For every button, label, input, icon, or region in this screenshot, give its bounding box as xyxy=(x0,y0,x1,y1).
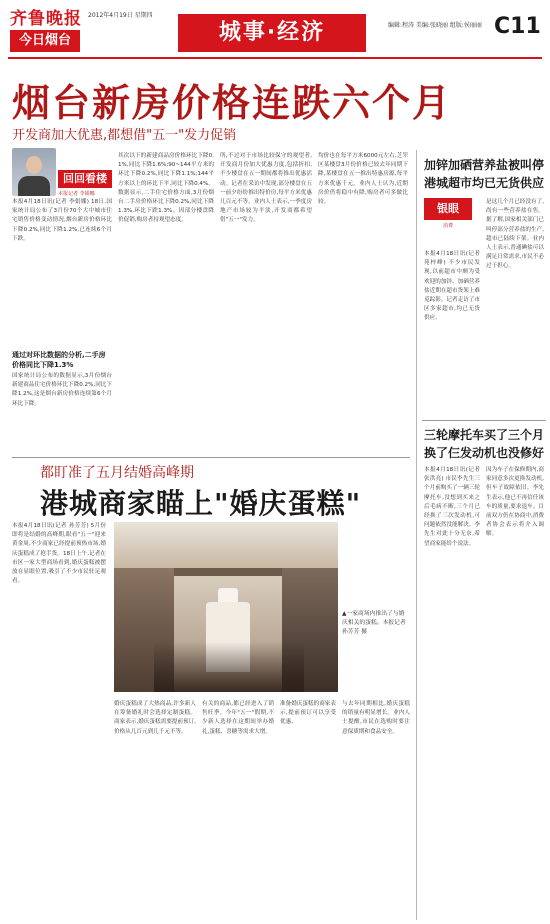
photo-crowd xyxy=(154,642,304,692)
lead-body-col1: 本报4月18日讯(记者 李娟娜) 18日,国家统计局公布了3月份70个大中城市住宅销售价格变动情况,烟台新房价格环比下降0.2%,同比下降1.2%,已连续6个月下跌。 xyxy=(12,199,112,242)
header-divider xyxy=(8,57,542,59)
third-headline: 加锌加硒营养盐被叫停 港城超市均已无货供应 xyxy=(424,158,545,190)
editor-credits: 编辑:程涛 美编:张晓丽 组版:侯丽丽 xyxy=(388,22,482,29)
page-number: C11 xyxy=(494,14,541,39)
lead-body-col2: 其次以下的新建商品房价格环比下降0.1%,同比下降1.6%;90~144平方米的环比下降0.2%,同比下降1.1%;144平方米以上的环比下平,同比下降0.4%。数据显示,二手住宅价格方面,3月份烟台二手房价格环比下降0.2%,同比下降1.3%,环比下跌1.3%。因部分楼盘降价促销,购房者持观望态度。 xyxy=(118,153,214,224)
story-divider xyxy=(422,420,546,421)
second-body-col2: 婚庆蛋糕成了大热商品,许多新人在筹备婚礼时会选择定制蛋糕。商家表示,婚庆蛋糕需要提前预订,价格从几百元到几千元不等。 xyxy=(114,701,196,735)
lead-body-col3: 所,不过对于市场比较保守的观望者,开发商月份加大优惠力度,包括折扣,不少楼盘在五一期间都将推出优惠活动。记者在采访中发现,部分楼盘在五一前夕纷纷推出特价房,每平方米优惠几百元不等。业内人士表示,一季度房地产市场较为平淡,开发商都希望借"五一"发力。 xyxy=(220,153,312,224)
third-body-col2: 是这几个月已经没有了,尚有一些营养盐在售。据了解,国家相关部门已叫停部分营养盐的生产,超市已陆续下架。业内人士表示,普通碘盐可以满足日常需求,市民不必过于担心。 xyxy=(486,199,544,270)
column-divider xyxy=(416,150,417,920)
reporter-photo xyxy=(12,148,56,196)
column-badge: 回回看楼 xyxy=(58,170,112,188)
wedding-cake-photo xyxy=(114,522,338,692)
column-logo-sub: 消费 xyxy=(442,223,453,229)
lead-headline: 烟台新房价格连跌六个月 xyxy=(12,81,453,125)
lead-subheadline: 开发商加大优惠,都想借"五一"发力促销 xyxy=(12,128,237,143)
column-logo-main: 银眼 xyxy=(424,198,472,220)
lead-body-col1b: 国家统计局公布的数据显示,3月份烟台新建商品住宅价格环比下降0.2%,同比下降1.2%,这是烟台新房价格连续第6个月环比下降。 xyxy=(12,373,112,407)
second-kicker: 都盯准了五月结婚高峰期 xyxy=(40,465,194,481)
second-body-col1: 本报4月18日讯(记者 孙芳芳) 5月份即将是结婚的高峰期,眼看"五一"迎来黄金周,不少商家已经提前预热市场,婚庆蛋糕成了抢手货。18日上午,记者在市区一家大型商场看到,婚庆蛋糕被摆放在显眼位置,吸引了不少市民驻足观看。 xyxy=(12,523,106,585)
third-body-col1: 本报4月18日讯(记者 苑梓峰) 不少市民发现,以前超市中颇为受欢迎的加锌、加硒营养盐近期在超市货架上难觅踪影。记者走访了市区多家超市,均已无货供应。 xyxy=(424,251,480,322)
masthead xyxy=(0,0,550,60)
paper-name: 齐鲁晚报 xyxy=(10,9,82,29)
column-byline: 本报记者 李娟娜 xyxy=(58,191,95,197)
section-divider xyxy=(12,457,410,458)
consumer-column-logo xyxy=(424,198,472,248)
second-headline: 港城商家瞄上"婚庆蛋糕" xyxy=(40,487,362,520)
second-body-col3: 有关的商品,都已经进入了销售旺季。今年"五一"假期,不少新人选择在这期间举办婚礼,蛋糕、喜糖等需求大增。 xyxy=(202,701,274,735)
fourth-body-col1: 本报4月18日讯(记者 张洪亮) 市民李先生三个月前购买了一辆三轮摩托车,没想到买来之后毛病不断,三个月已经换了三次发动机,可问题依然没能解决。李先生对此十分无奈,希望商家能给个说法。 xyxy=(424,467,480,547)
second-body-col5: 与去年同期相比,婚庆蛋糕的销量有明显增长。业内人士提醒,市民在选购时要注意保质期和食品安全。 xyxy=(342,701,410,735)
reporter-face xyxy=(26,156,42,174)
issue-date: 2012年4月19日 星期四 xyxy=(88,12,153,19)
lead-body-col4: 均价也在每平方米6000元左右,芝罘区某楼盘3月份价格已较去年同期下降,某楼盘在五一推出特惠房源,每平方米优惠千元。业内人士认为,近期房价仍将稳中有降,购房者可多做比较。 xyxy=(318,153,408,206)
reporter-body xyxy=(18,176,50,196)
second-body-col4: 准备婚庆蛋糕的商家表示,提前预订可以享受优惠。 xyxy=(280,701,336,726)
photo-ceiling xyxy=(114,522,338,568)
fourth-headline: 三轮摩托车买了三个月 换了仨发动机也没修好 xyxy=(424,428,545,460)
edition-tag: 今日烟台 xyxy=(10,30,80,52)
section-title: 城事·经济 xyxy=(218,20,326,45)
fourth-body-col2: 因为车子在保修期内,商家同意多次更换发动机,但车子故障依旧。李先生表示,他已不再信任该车的质量,要求退车。目前双方仍在协商中,消费者协会表示将介入调解。 xyxy=(486,467,544,538)
lead-subhead: 通过对环比数据的分析,二手房价格同比下降1.3% xyxy=(12,351,106,369)
section-banner xyxy=(178,14,366,52)
photo-caption: ▲一家商场内推出了与婚庆相关的蛋糕。本报记者 孙芳芳 摄 xyxy=(342,611,406,635)
